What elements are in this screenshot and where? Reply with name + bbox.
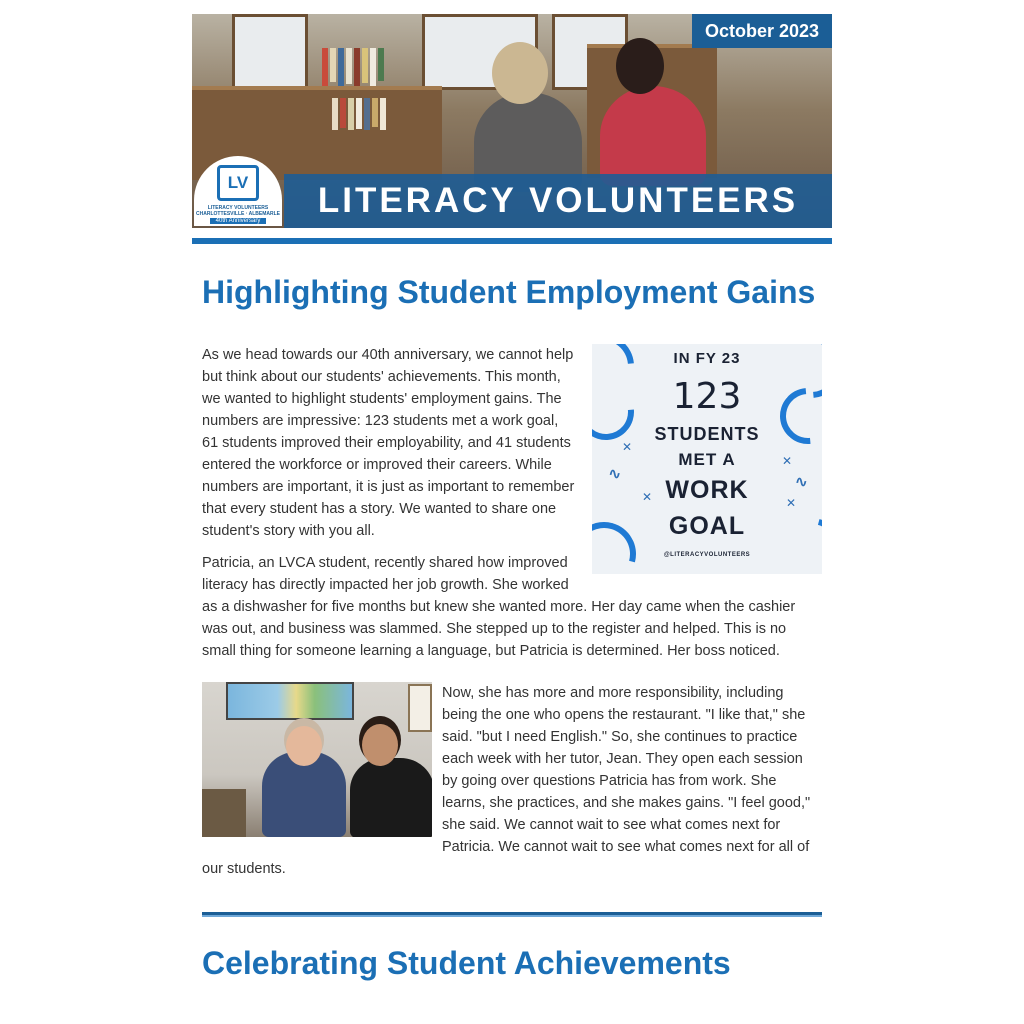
section-divider	[202, 912, 822, 917]
article-employment-gains	[192, 268, 832, 983]
confetti-decoration: ✕	[642, 490, 653, 504]
confetti-decoration: ✕	[781, 454, 792, 468]
graphic-fy-label: IN FY 23	[673, 350, 741, 367]
tutor-head	[286, 726, 322, 766]
wall-frame	[408, 684, 432, 732]
banner-title: LITERACY VOLUNTEERS	[284, 174, 832, 228]
article-headline: Highlighting Student Employment Gains	[202, 274, 816, 310]
fy23-work-goal-graphic	[592, 344, 822, 574]
library-window	[232, 14, 308, 90]
student-head	[362, 724, 398, 766]
issue-date-badge: October 2023	[692, 14, 832, 48]
desk	[202, 789, 246, 837]
graphic-goal: GOAL	[668, 512, 746, 540]
header-banner	[192, 14, 832, 228]
confetti-decoration: ✕	[622, 440, 633, 454]
graphic-count: 123	[672, 376, 742, 417]
article-paragraph-3: Now, she has more and more responsibility, including being the one who opens the restaurant. "I like that," she said. "but I need English." So, she continues to practice each week with her tutor, Jean. They open each session by going over questions Patricia has from work. She learns, she practices, and she makes gains. "I feel good," she said. We cannot wait to see what comes next for Patricia. We cannot wait to see what comes next for all of our students.	[202, 685, 811, 877]
books	[332, 98, 386, 130]
graphic-handle: @LITERACYVOLUNTEERS	[663, 552, 751, 558]
student-tutor-photo	[202, 682, 432, 837]
logo-mark: LV	[217, 165, 259, 201]
logo-region: CHARLOTTESVILLE · ALBEMARLE	[196, 211, 280, 217]
graphic-met-a: MET A	[678, 450, 736, 469]
logo-anniversary: 40th Anniversary	[210, 218, 267, 224]
logo-org-name: LITERACY VOLUNTEERS	[207, 205, 269, 211]
confetti-decoration: ✕	[785, 496, 796, 510]
header-divider	[192, 238, 832, 244]
section-headline-achievements: Celebrating Student Achievements	[202, 945, 731, 981]
confetti-decoration: ∿	[794, 474, 808, 491]
article-paragraph-1: As we head towards our 40th anniversary, we cannot help but think about our students' achievements. This month, we wanted to highlight students' employment gains. The numbers are impressive: 123 students met a work goal, 61 students improved their employability, and 41 students entered the workforce or improved their careers. While numbers are important, it is just as important to remember that every student has a story. We wanted to share one student's story with you all.	[202, 347, 575, 539]
world-map-poster	[226, 682, 354, 720]
newsletter	[192, 14, 832, 983]
person-head	[492, 42, 548, 104]
books	[322, 48, 384, 86]
graphic-work: WORK	[665, 476, 749, 504]
person-figure	[600, 86, 706, 186]
person-head	[616, 38, 664, 94]
student-figure	[350, 758, 432, 837]
confetti-decoration: ∿	[608, 466, 622, 483]
graphic-students: STUDENTS	[654, 424, 760, 444]
article-paragraph-2: Patricia, an LVCA student, recently shared how improved literacy has directly impacted her job growth. She worked as a dishwasher for five months but knew she wanted more. Her day came when the cashier was out, and business was slammed. She stepped up to the register and helped. This is no small thing for someone learning a language, but Patricia is determined. Her boss noticed.	[202, 555, 796, 659]
